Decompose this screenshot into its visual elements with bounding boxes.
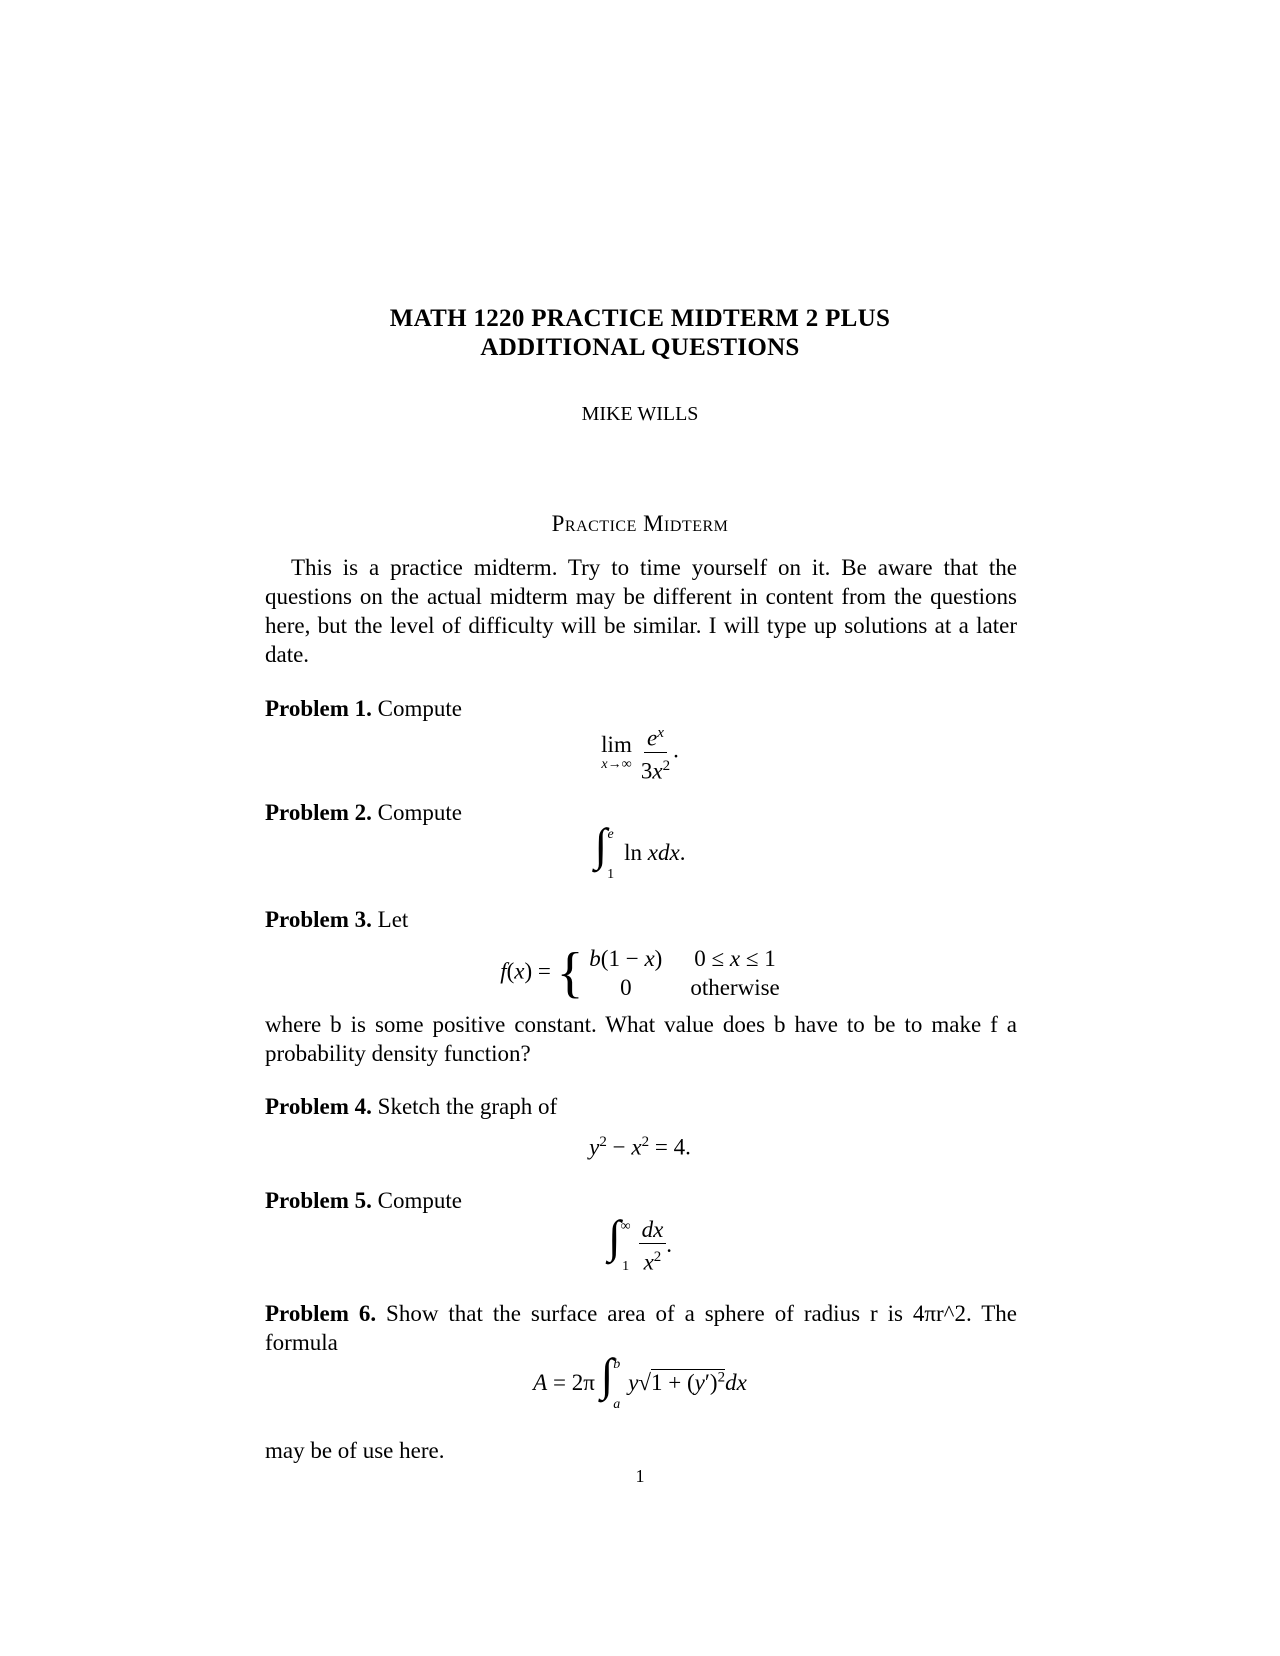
problem-5-label: Problem 5. [265,1188,372,1213]
author: MIKE WILLS [581,403,699,425]
problem-2-math: ∫ e 1 ln xdx. [594,819,686,882]
problem-4 [265,1092,1017,1121]
problem-6 [265,1299,1017,1357]
problem-4-label: Problem 4. [265,1094,372,1119]
problem-3-text: Let [377,907,409,932]
problem-4-math: $y^2 - x^2 = 4$. [589,1134,691,1160]
intro-paragraph: This is a practice midterm. Try to time yourself on it. Be aware that the questions on the actual midterm may be different in content from the questions here, but the level of difficulty will be similar. I will type up solutions at a later date. [265,555,1017,667]
problem-2-label: Problem 2. [265,800,372,825]
problem-1-text: Compute [377,696,462,721]
problem-5 [265,1186,1017,1215]
problem-1-label: Problem 1. [265,696,372,721]
problem-4-text: Sketch the graph of [377,1094,558,1119]
problem-1 [265,694,1017,723]
problem-2-text: Compute [377,800,462,825]
section-title: Practice Midterm [551,511,729,536]
problem-3-label: Problem 3. [265,907,372,932]
title-line-1: MATH 1220 PRACTICE MIDTERM 2 PLUS [389,305,891,332]
problem-6-label: Problem 6. [265,1301,377,1326]
problem-6-text: Show that the surface area of a sphere of radius r is 4πr^2. The formula [265,1301,1017,1355]
problem-6-after: may be of use here. [265,1438,445,1463]
problem-3-after: where b is some positive constant. What value does b have to be to make f a probability density function? [265,1012,1017,1066]
problem-3 [265,905,1017,934]
title-line-2: ADDITIONAL QUESTIONS [480,334,800,361]
problem-1-math: lim x→∞ $\frac{e^x}{3x^2}$ . [0,720,1280,784]
problem-6-math: A = 2π ∫ b a $y√1 + (y')^2dx$ [533,1349,747,1412]
problem-5-text: Compute [377,1188,462,1213]
problem-3-math: f(x) = { b(1 − x) 0 ≤ x ≤ 1 0 otherwise [500,942,780,1004]
problem-5-math: ∫ ∞ 1 $\frac{dx}{x^2}$ . [607,1211,673,1276]
document-title [0,304,1280,362]
page-number: 1 [635,1466,645,1486]
